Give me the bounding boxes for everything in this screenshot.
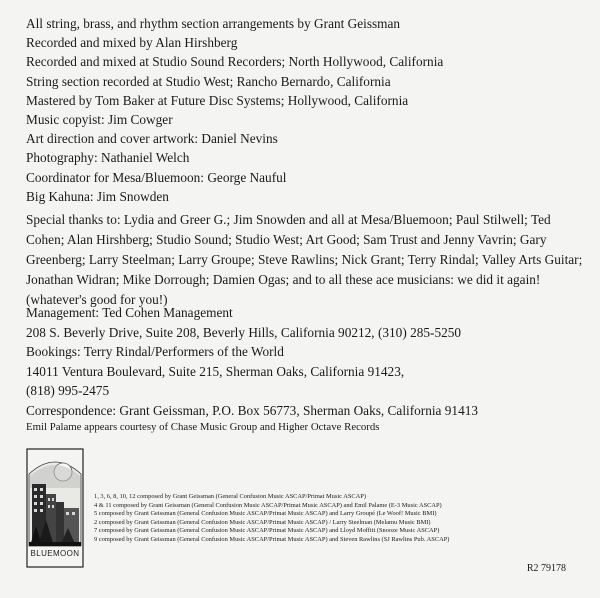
bluemoon-logo-icon (26, 448, 84, 568)
contact-line: Bookings: Terry Rindal/Performers of the World (26, 344, 284, 360)
credit-line: Coordinator for Mesa/Bluemoon: George Nauful (26, 169, 287, 185)
composition-line: 2 composed by Grant Geissman (General Confusion Music ASCAP/Primat Music ASCAP) / Larry Steelman (Melamu Music BMI) (94, 518, 431, 526)
logo-wordmark: BLUEMOON (30, 549, 80, 558)
credit-line: Art direction and cover artwork: Daniel Nevins (26, 131, 278, 147)
courtesy-note: Emil Palame appears courtesy of Chase Music Group and Higher Octave Records (26, 421, 380, 433)
credit-line: String section recorded at Studio West; Rancho Bernardo, California (26, 73, 391, 89)
contact-block (26, 303, 586, 421)
special-thanks-paragraph: Special thanks to: Lydia and Greer G.; Jim Snowden and all at Mesa/Bluemoon; Paul Stilwell; Ted Cohen; Alan Hirshberg; Studio Sound; Studio West; Art Good; Sam Trust and Jenny Vavrin; Gary Greenberg; Larry Steelman; Larry Groupe; Steve Rawlins; Nick Grant; Terry Rindal; Valley Arts Guitar; Jonathan Widran; Mike Dorrough; Damien Ogas; and to all these ace musicians: we did it again! (whatever's good for you!) (26, 212, 583, 307)
composition-line: 5 composed by Grant Geissman (General Confusion Music ASCAP/Primat Music ASCAP) and Larry Groupé (Le Woof! Music BMI) (94, 510, 437, 518)
credit-line: Mastered by Tom Baker at Future Disc Systems; Hollywood, California (26, 92, 409, 108)
credit-line: Big Kahuna: Jim Snowden (26, 188, 169, 204)
composition-line: 9 composed by Grant Geissman (General Confusion Music ASCAP/Primat Music ASCAP) and Steven Rawlins (SJ Rawlins Pub. ASCAP) (94, 535, 450, 543)
contact-line: 208 S. Beverly Drive, Suite 208, Beverly Hills, California 90212, (310) 285-5250 (26, 324, 462, 340)
contact-line: (818) 995-2475 (26, 383, 110, 399)
credit-line: Recorded and mixed by Alan Hirshberg (26, 35, 238, 51)
credits-block (26, 14, 586, 206)
credit-line: Photography: Nathaniel Welch (26, 150, 190, 166)
credit-line: All string, brass, and rhythm section arrangements by Grant Geissman (26, 16, 401, 31)
catalog-number: R2 79178 (526, 563, 566, 574)
contact-line: Correspondence: Grant Geissman, P.O. Box 56773, Sherman Oaks, California 91413 (26, 402, 479, 418)
contact-line: 14011 Ventura Boulevard, Suite 215, Sherman Oaks, California 91423, (26, 363, 405, 379)
composition-line: 7 composed by Grant Geissman (General Confusion Music ASCAP/Primat Music ASCAP) and Lloyd Moffitt (Snooze Music ASCAP) (94, 527, 440, 535)
composition-line: 4 & 11 composed by Grant Geissman (General Confusion Music ASCAP/Primat Music ASCAP) and Emil Palame (E-3 Music ASCAP) (94, 501, 442, 509)
credit-line: Recorded and mixed at Studio Sound Recorders; North Hollywood, California (26, 54, 444, 70)
composition-credits (94, 493, 594, 545)
credit-line: Music copyist: Jim Cowger (26, 112, 173, 128)
contact-line: Management: Ted Cohen Management (26, 305, 233, 320)
composition-line: 1, 3, 6, 8, 10, 12 composed by Grant Geissman (General Confusion Music ASCAP/Primat Music ASCAP) (94, 493, 366, 500)
